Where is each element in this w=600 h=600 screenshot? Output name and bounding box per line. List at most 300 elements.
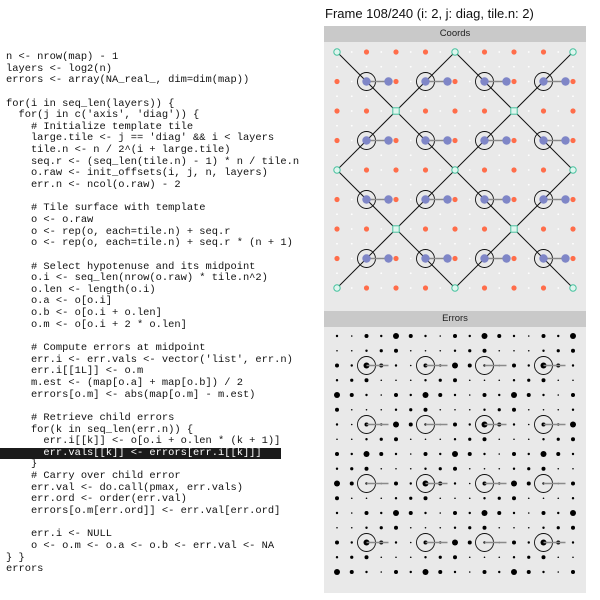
error-dot	[395, 379, 397, 381]
error-dot	[468, 526, 471, 529]
error-dot	[394, 349, 398, 353]
code-line: # Retrieve child errors	[6, 411, 175, 424]
code-line: errors[o.m[err.ord]] <- err.val[err.ord]	[6, 504, 281, 517]
error-dot	[350, 467, 353, 470]
error-dot	[469, 512, 471, 514]
error-dot	[482, 510, 488, 516]
error-dot	[498, 438, 500, 440]
error-dot	[380, 468, 382, 470]
error-dot	[497, 334, 501, 338]
error-dot	[350, 393, 354, 397]
error-dot	[380, 394, 382, 396]
grid-dot	[498, 51, 500, 53]
teal-point	[334, 285, 340, 291]
grid-dot	[513, 154, 515, 156]
grid-dot	[528, 199, 530, 201]
blue-midpoint	[421, 254, 429, 262]
error-dot	[541, 451, 547, 457]
error-dot	[365, 527, 367, 529]
error-dot	[380, 335, 382, 337]
error-dot	[542, 334, 546, 338]
error-dot	[439, 335, 441, 337]
grid-dot	[469, 51, 471, 53]
blue-midpoint	[502, 254, 510, 262]
teal-point	[511, 108, 517, 114]
grid-dot	[410, 51, 412, 53]
error-dot	[572, 541, 574, 543]
code-line: err.i <- NULL	[6, 528, 113, 541]
grid-dot	[351, 125, 353, 127]
blue-midpoint	[480, 77, 488, 85]
error-dot	[484, 468, 486, 470]
error-dot	[351, 424, 353, 426]
error-dot	[513, 335, 515, 337]
error-dot	[542, 555, 546, 559]
grid-dot	[528, 110, 530, 112]
grid-dot	[351, 169, 353, 171]
error-dot	[336, 468, 338, 470]
orange-point	[570, 79, 575, 84]
error-dot	[438, 393, 442, 397]
code-line: err.i[[k]] <- o[o.i + o.len * (k + 1)]	[6, 435, 281, 448]
orange-point	[423, 167, 428, 172]
orange-point	[482, 167, 487, 172]
grid-dot	[439, 228, 441, 230]
error-dot	[454, 409, 456, 411]
orange-point	[452, 108, 457, 113]
grid-dot	[557, 51, 559, 53]
grid-dot	[557, 228, 559, 230]
grid-dot	[395, 243, 397, 245]
orange-point	[393, 197, 398, 202]
error-dot	[483, 393, 487, 397]
error-dot	[528, 424, 530, 426]
error-dot	[424, 468, 426, 470]
grid-dot	[528, 81, 530, 83]
grid-dot	[410, 169, 412, 171]
error-dot	[528, 527, 530, 529]
error-dot	[380, 556, 382, 558]
grid-dot	[395, 125, 397, 127]
error-dot	[498, 497, 501, 500]
error-dot	[394, 393, 398, 397]
orange-point	[570, 138, 575, 143]
error-dot	[380, 571, 382, 573]
error-dot	[512, 496, 516, 500]
error-dot	[512, 452, 516, 456]
error-dot	[410, 453, 412, 455]
error-dot	[453, 467, 457, 471]
error-dot	[395, 497, 397, 499]
error-dot	[410, 468, 412, 470]
error-dot	[571, 570, 575, 574]
error-dot	[351, 497, 353, 499]
error-dot	[424, 496, 428, 500]
frame-title: Frame 108/240 (i: 2, j: diag, tile.n: 2)	[325, 6, 534, 21]
orange-point	[511, 49, 516, 54]
error-dot	[454, 394, 456, 396]
error-dot	[469, 394, 471, 396]
blue-midpoint	[421, 77, 429, 85]
grid-dot	[572, 272, 574, 274]
error-dot	[469, 497, 471, 499]
orange-point	[364, 167, 369, 172]
grid-dot	[336, 125, 338, 127]
grid-dot	[543, 125, 545, 127]
error-dot	[365, 555, 369, 559]
error-dot	[572, 409, 574, 411]
teal-point	[570, 167, 576, 173]
blue-midpoint	[502, 77, 510, 85]
error-dot	[513, 379, 515, 381]
grid-dot	[469, 228, 471, 230]
error-dot	[454, 482, 456, 484]
error-dot	[351, 335, 353, 337]
grid-dot	[498, 169, 500, 171]
error-dot	[557, 571, 559, 573]
error-dot	[380, 497, 382, 499]
error-dot	[423, 569, 429, 575]
coords-panel-title: Coords	[324, 26, 586, 42]
orange-point	[482, 226, 487, 231]
coords-panel	[324, 26, 586, 312]
blue-midpoint	[480, 195, 488, 203]
grid-dot	[557, 169, 559, 171]
error-dot	[424, 452, 428, 456]
error-dot	[393, 422, 399, 428]
error-dot	[469, 556, 471, 558]
blue-midpoint	[480, 254, 488, 262]
error-dot	[453, 423, 457, 427]
grid-dot	[454, 213, 456, 215]
error-dot	[439, 438, 441, 440]
orange-point	[364, 226, 369, 231]
error-dot	[527, 467, 530, 470]
grid-dot	[469, 140, 471, 142]
error-dot	[469, 468, 471, 470]
code-line: err.i[[1L]] <- o.m	[6, 365, 144, 378]
grid-dot	[351, 95, 353, 97]
error-dot	[527, 393, 531, 397]
orange-point	[541, 226, 546, 231]
error-dot	[424, 512, 426, 514]
error-dot	[336, 350, 338, 352]
error-dot	[468, 541, 472, 545]
grid-dot	[484, 66, 486, 68]
orange-point	[482, 285, 487, 290]
blue-midpoint	[561, 254, 569, 262]
error-dot	[380, 512, 382, 514]
grid-dot	[410, 199, 412, 201]
grid-dot	[366, 184, 368, 186]
error-dot	[380, 438, 383, 441]
error-dot	[379, 452, 383, 456]
error-dot	[498, 556, 500, 558]
grid-dot	[425, 184, 427, 186]
error-dot	[409, 511, 413, 515]
error-dot	[511, 569, 517, 575]
error-dot	[395, 541, 397, 543]
error-dot	[454, 438, 456, 440]
code-line: err.i <- err.vals <- vector('list', err.n)	[6, 353, 293, 366]
blue-midpoint	[443, 77, 451, 85]
orange-point	[334, 108, 339, 113]
error-dot	[528, 409, 530, 411]
orange-point	[511, 79, 516, 84]
grid-dot	[513, 66, 515, 68]
error-dot	[365, 350, 367, 352]
orange-point	[482, 49, 487, 54]
error-dot	[395, 468, 397, 470]
orange-point	[364, 108, 369, 113]
error-dot	[454, 497, 456, 499]
orange-point	[393, 138, 398, 143]
error-dot	[453, 511, 457, 515]
grid-dot	[543, 154, 545, 156]
grid-dot	[557, 125, 559, 127]
error-dot	[336, 423, 338, 425]
teal-point	[452, 285, 458, 291]
error-dot	[409, 408, 412, 411]
blue-midpoint	[384, 77, 392, 85]
orange-point	[334, 256, 339, 261]
orange-point	[541, 49, 546, 54]
error-dot	[351, 364, 353, 366]
orange-point	[364, 49, 369, 54]
error-dot	[439, 512, 441, 514]
error-dot	[572, 556, 574, 558]
error-dot	[572, 453, 574, 455]
error-dot	[468, 452, 472, 456]
error-dot	[424, 556, 426, 558]
error-dot	[366, 409, 368, 411]
code-line: err.n <- ncol(o.raw) - 2	[6, 179, 181, 192]
grid-dot	[366, 272, 368, 274]
grid-dot	[454, 66, 456, 68]
error-dot	[423, 392, 429, 398]
error-dot	[334, 569, 340, 575]
grid-dot	[572, 95, 574, 97]
error-dot	[527, 556, 530, 559]
code-line: o.b <- o[o.i + o.len]	[6, 307, 162, 320]
grid-dot	[336, 66, 338, 68]
error-dot	[498, 350, 500, 352]
code-line: o.raw <- init_offsets(i, j, n, layers)	[6, 167, 268, 180]
error-dot	[336, 335, 338, 337]
grid-dot	[410, 258, 412, 260]
code-line: m.est <- (map[o.a] + map[o.b]) / 2	[6, 376, 243, 389]
error-dot	[469, 483, 471, 485]
error-dot	[483, 453, 485, 455]
grid-dot	[410, 228, 412, 230]
error-dot	[410, 394, 412, 396]
error-dot	[439, 350, 441, 352]
orange-point	[393, 167, 398, 172]
blue-midpoint	[502, 136, 510, 144]
error-dot	[570, 422, 576, 428]
code-line: # Compute errors at midpoint	[6, 342, 206, 355]
error-dot	[570, 510, 576, 516]
grid-dot	[513, 213, 515, 215]
error-dot	[410, 482, 412, 484]
error-dot	[469, 571, 471, 573]
error-dot	[351, 409, 353, 411]
grid-dot	[528, 66, 530, 68]
grid-dot	[454, 184, 456, 186]
error-dot	[351, 438, 353, 440]
error-dot	[513, 423, 515, 425]
grid-dot	[469, 287, 471, 289]
grid-dot	[484, 95, 486, 97]
grid-dot	[498, 287, 500, 289]
grid-dot	[454, 95, 456, 97]
grid-dot	[513, 243, 515, 245]
code-line-highlighted: err.vals[[k]] <- errors[err.i[[k]]]	[0, 448, 281, 460]
blue-midpoint	[443, 136, 451, 144]
grid-dot	[484, 213, 486, 215]
orange-point	[334, 226, 339, 231]
error-dot	[572, 497, 574, 499]
error-dot	[439, 556, 442, 559]
error-dot	[542, 467, 546, 471]
grid-dot	[380, 51, 382, 53]
grid-dot	[439, 213, 441, 215]
error-dot	[542, 527, 544, 529]
error-dot	[483, 437, 487, 441]
code-line: large.tile <- j == 'diag' && i < layers	[6, 132, 275, 145]
orange-point	[452, 79, 457, 84]
error-dot	[350, 379, 353, 382]
error-dot	[557, 409, 559, 411]
error-dot	[542, 378, 546, 382]
teal-point	[393, 226, 399, 232]
error-dot	[454, 350, 456, 352]
grid-dot	[336, 154, 338, 156]
error-dot	[528, 335, 530, 337]
error-dot	[483, 349, 487, 353]
error-dot	[350, 556, 353, 559]
error-dot	[394, 482, 398, 486]
grid-dot	[557, 287, 559, 289]
blue-midpoint	[443, 254, 451, 262]
grid-dot	[498, 228, 500, 230]
error-dot	[409, 497, 412, 500]
error-dot	[498, 379, 500, 381]
orange-point	[570, 226, 575, 231]
error-dot	[482, 333, 488, 339]
code-line: errors <- array(NA_real_, dim=dim(map))	[6, 74, 250, 87]
grid-dot	[425, 66, 427, 68]
error-dot	[410, 438, 412, 440]
grid-dot	[380, 184, 382, 186]
error-dot	[571, 526, 575, 530]
error-dot	[542, 571, 544, 573]
grid-dot	[425, 125, 427, 127]
grid-dot	[557, 213, 559, 215]
error-dot	[513, 527, 515, 529]
orange-point	[334, 197, 339, 202]
error-dot	[454, 571, 456, 573]
grid-dot	[469, 169, 471, 171]
error-dot	[439, 467, 442, 470]
error-dot	[380, 526, 383, 529]
error-dot	[453, 334, 457, 338]
error-dot	[364, 451, 370, 457]
error-dot	[557, 468, 559, 470]
blue-midpoint	[539, 254, 547, 262]
grid-dot	[572, 213, 574, 215]
errors-panel-title: Errors	[324, 311, 586, 327]
error-dot	[557, 349, 560, 352]
error-dot	[351, 350, 353, 352]
error-dot	[439, 497, 441, 499]
error-dot	[395, 364, 397, 366]
error-dot	[439, 409, 441, 411]
error-dot	[557, 526, 560, 529]
error-dot	[483, 409, 485, 411]
error-dot	[572, 379, 574, 381]
grid-dot	[572, 66, 574, 68]
code-line	[6, 87, 299, 99]
orange-point	[423, 285, 428, 290]
orange-point	[511, 256, 516, 261]
code-line: # Initialize template tile	[6, 120, 194, 133]
grid-dot	[572, 184, 574, 186]
error-dot	[335, 408, 339, 412]
coords-plot	[324, 42, 586, 312]
orange-point	[511, 285, 516, 290]
orange-point	[570, 108, 575, 113]
grid-dot	[351, 51, 353, 53]
grid-dot	[543, 95, 545, 97]
grid-dot	[366, 243, 368, 245]
error-dot	[571, 393, 575, 397]
error-dot	[336, 379, 338, 381]
errors-plot	[324, 327, 586, 593]
error-dot	[394, 526, 398, 530]
blue-midpoint	[421, 195, 429, 203]
error-dot	[512, 541, 516, 545]
code-line: n <- nrow(map) - 1	[6, 51, 119, 63]
error-dot	[380, 349, 383, 352]
teal-point	[570, 49, 576, 55]
errors-panel	[324, 311, 586, 593]
grid-dot	[410, 81, 412, 83]
error-dot	[351, 512, 353, 514]
grid-dot	[528, 184, 530, 186]
grid-dot	[351, 228, 353, 230]
grid-dot	[528, 287, 530, 289]
blue-midpoint	[362, 254, 370, 262]
code-line: } }	[6, 551, 25, 564]
orange-point	[452, 138, 457, 143]
grid-dot	[380, 272, 382, 274]
error-dot	[557, 379, 559, 381]
error-dot	[528, 541, 530, 543]
grid-dot	[351, 199, 353, 201]
error-dot	[542, 511, 546, 515]
grid-dot	[425, 243, 427, 245]
code-line: err.val <- do.call(pmax, err.vals)	[6, 481, 243, 494]
error-dot	[452, 540, 458, 546]
error-dot	[543, 409, 545, 411]
blue-midpoint	[362, 77, 370, 85]
code-line: for(i in seq_len(layers)) {	[6, 97, 175, 110]
error-dot	[365, 334, 369, 338]
error-dot	[571, 482, 575, 486]
error-dot	[424, 408, 428, 412]
grid-dot	[484, 243, 486, 245]
